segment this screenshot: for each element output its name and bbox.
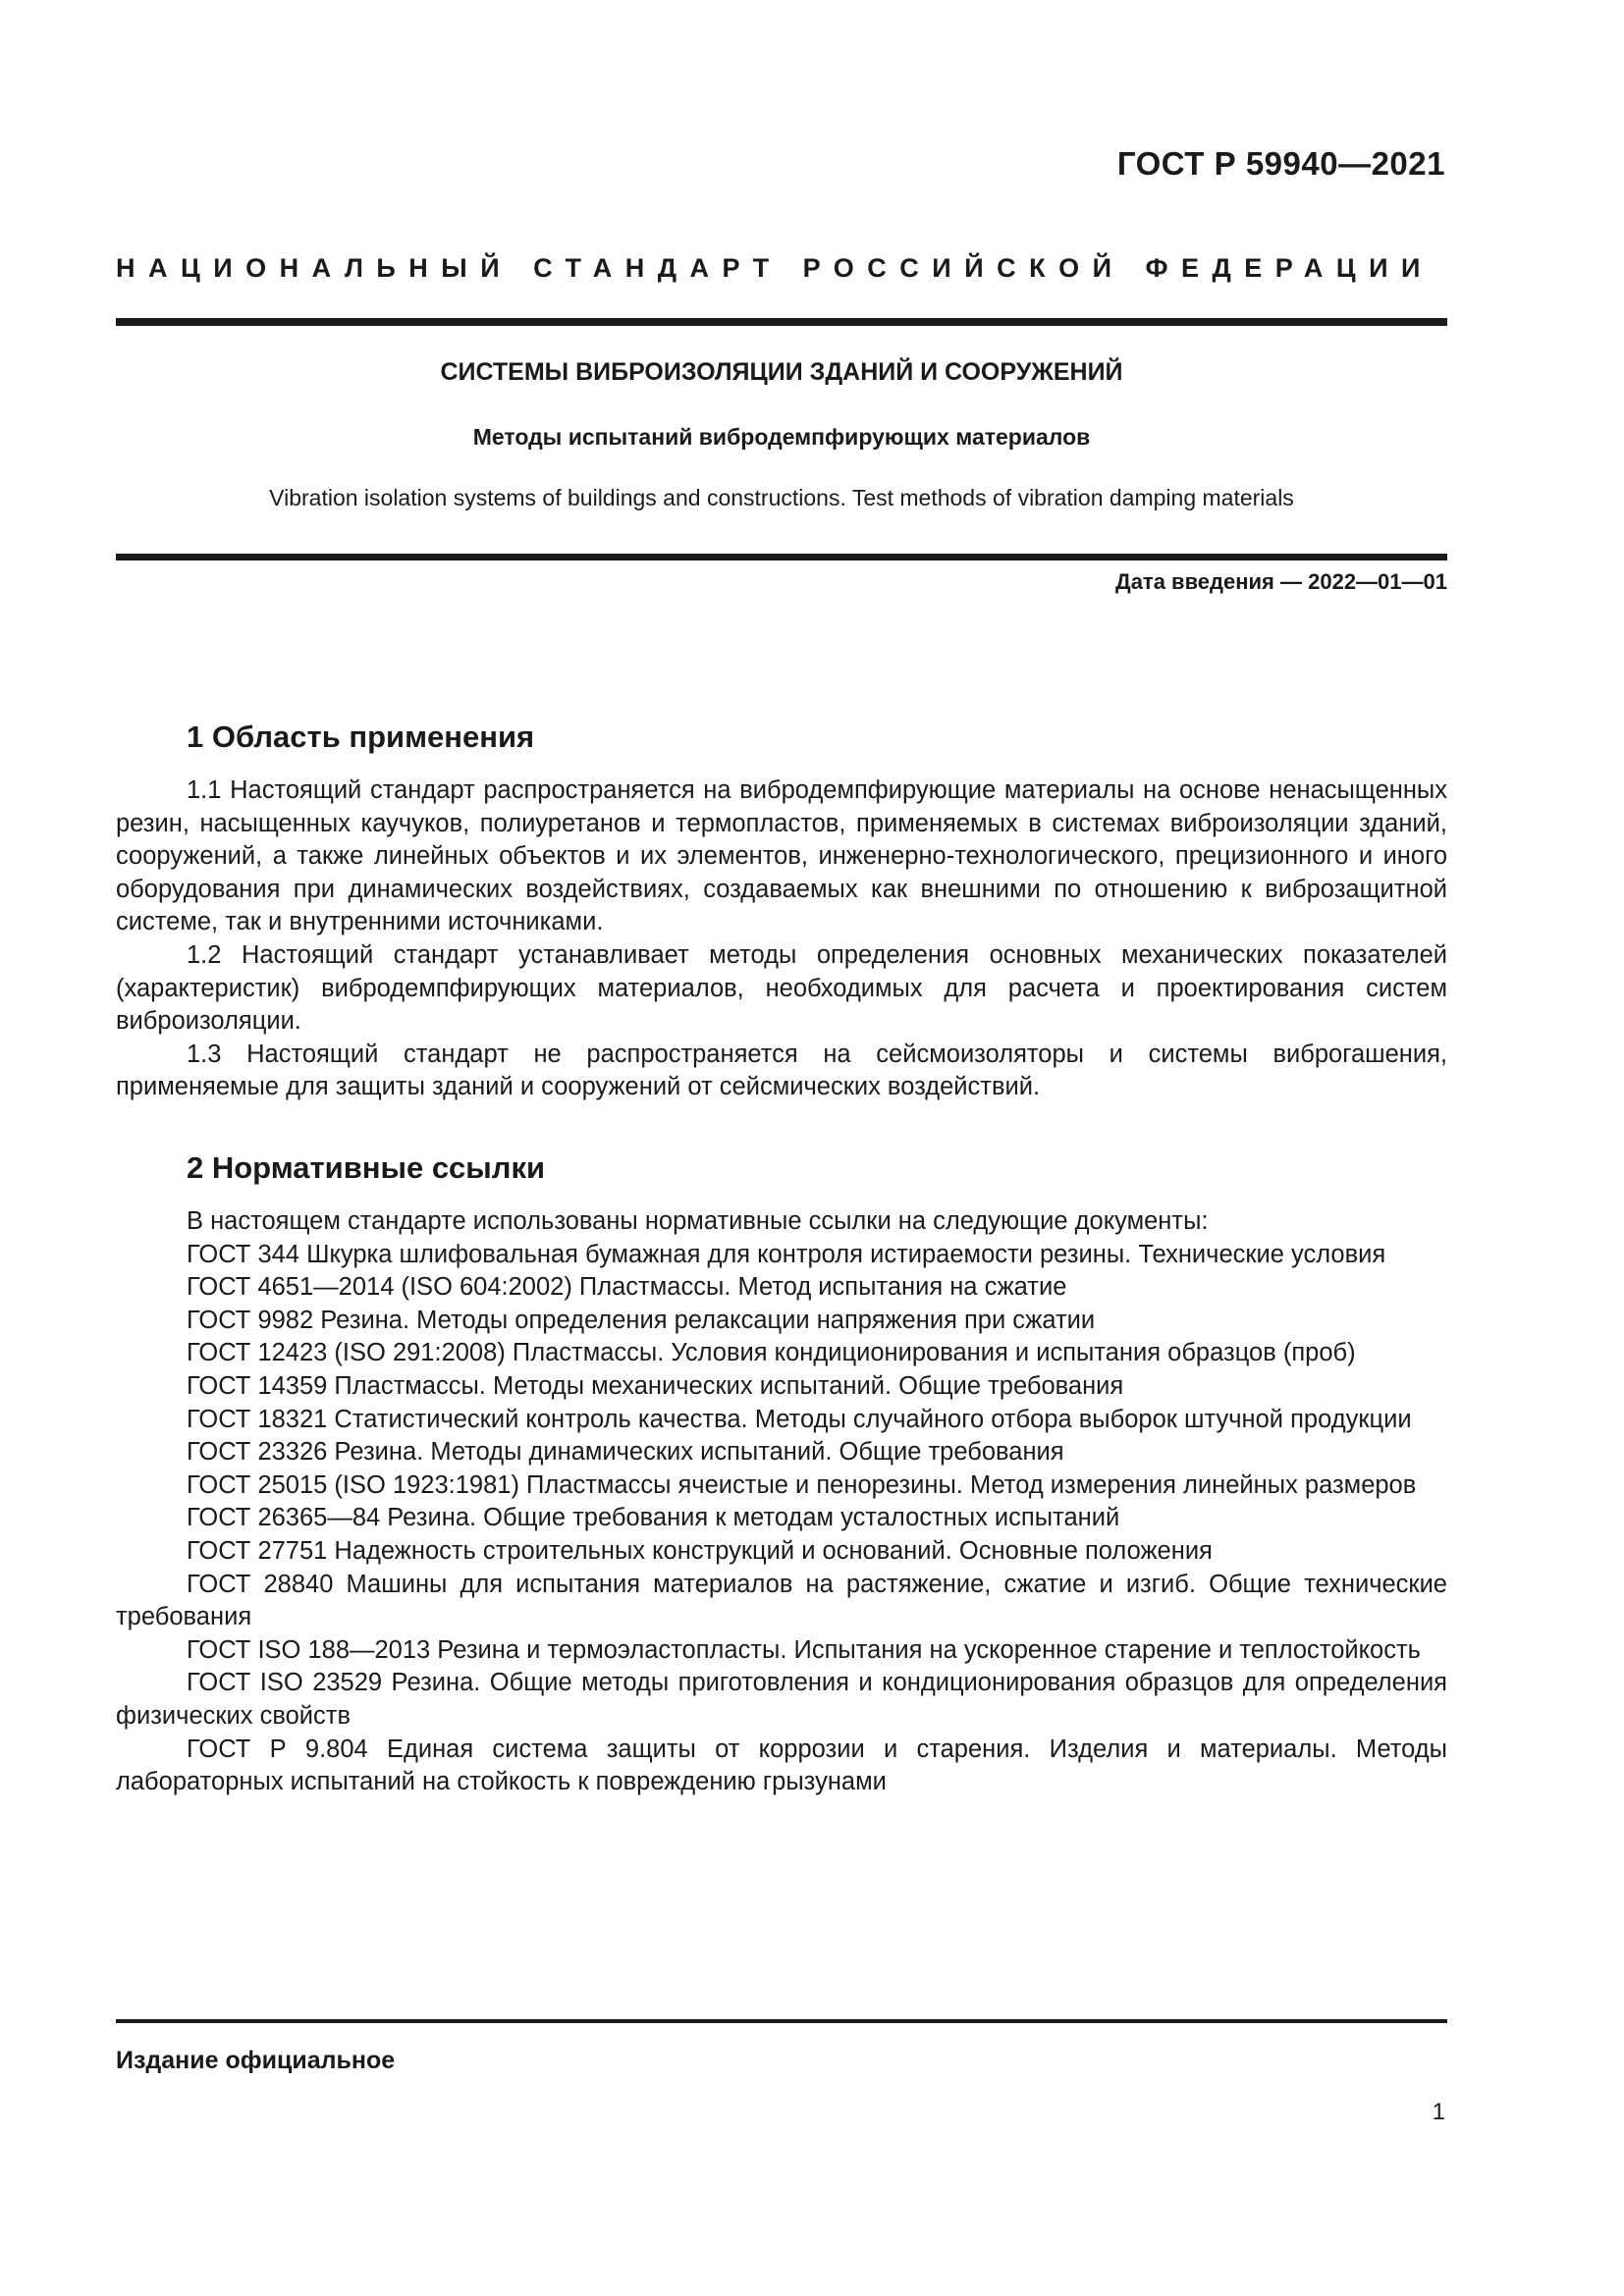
- paragraph: 1.1 Настоящий стандарт распространяется на вибродемпфирующие материалы на основе ненасыщенных резин, насыщенных каучуков, полиуретанов и термопластов, применяемых в системах виброизоляции зданий, сооружений, а также линейных объектов и их элементов, инженерно-технологического, прецизионного и иного оборудования при динамических воздействиях, создаваемых как внешними по отношению к виброзащитной системе, так и внутренними источниками.: [116, 776, 1447, 936]
- reference-item: ГОСТ 14359 Пластмассы. Методы механических испытаний. Общие требования: [187, 1371, 1124, 1400]
- reference-item: ГОСТ 23326 Резина. Методы динамических испытаний. Общие требования: [187, 1438, 1064, 1467]
- reference-item: ГОСТ 12423 (ISO 291:2008) Пластмассы. Условия кондиционирования и испытания образцов (проб): [187, 1339, 1356, 1367]
- reference-item: ГОСТ Р 9.804 Единая система защиты от коррозии и старения. Изделия и материалы. Методы лабораторных испытаний на стойкость к повреждению грызунами: [116, 1735, 1447, 1796]
- reference-item: ГОСТ 4651—2014 (ISO 604:2002) Пластмассы. Метод испытания на сжатие: [187, 1273, 1067, 1302]
- reference-item: ГОСТ ISO 188—2013 Резина и термоэластопласты. Испытания на ускоренное старение и теплостойкость: [187, 1635, 1421, 1664]
- reference-item: ГОСТ 25015 (ISO 1923:1981) Пластмассы ячеистые и пенорезины. Метод измерения линейных размеров: [187, 1470, 1417, 1499]
- reference-item: ГОСТ 18321 Статистический контроль качества. Методы случайного отбора выборок штучной продукции: [187, 1405, 1412, 1433]
- reference-item: ГОСТ 344 Шкурка шлифовальная бумажная для контроля истираемости резины. Технические условия: [187, 1240, 1386, 1268]
- paragraph: 1.3 Настоящий стандарт не распространяется на сейсмоизоляторы и системы виброгашения, применяемые для защиты зданий и сооружений от сейсмических воздействий.: [116, 1040, 1447, 1101]
- reference-item: ГОСТ 28840 Машины для испытания материалов на растяжение, сжатие и изгиб. Общие технические требования: [116, 1570, 1447, 1631]
- top-divider: [116, 318, 1447, 326]
- document-number: ГОСТ Р 59940—2021: [1116, 145, 1445, 182]
- national-standard-header: НАЦИОНАЛЬНЫЙ СТАНДАРТ РОССИЙСКОЙ ФЕДЕРАЦИИ: [116, 253, 1434, 283]
- section-heading: 1 Область применения: [187, 720, 535, 754]
- title-divider: [116, 554, 1447, 561]
- reference-item: ГОСТ 27751 Надежность строительных конструкций и оснований. Основные положения: [187, 1536, 1213, 1565]
- official-edition-label: Издание официальное: [116, 2047, 396, 2074]
- section-normative-references: [116, 1148, 1447, 1799]
- introduction-date: Дата введения — 2022—01—01: [1115, 569, 1447, 594]
- document-title: СИСТЕМЫ ВИБРОИЗОЛЯЦИИ ЗДАНИЙ И СООРУЖЕНИЙ: [440, 358, 1123, 386]
- section-scope: [116, 718, 1447, 1104]
- page-number: 1: [1432, 2099, 1445, 2125]
- paragraph: 1.2 Настоящий стандарт устанавливает методы определения основных механических показателей (характеристик) вибродемпфирующих материалов, необходимых для расчета и проектирования систем виброизоляции.: [116, 940, 1447, 1036]
- document-subtitle: Методы испытаний вибродемпфирующих материалов: [472, 424, 1091, 450]
- reference-item: ГОСТ ISO 23529 Резина. Общие методы приготовления и кондиционирования образцов для определения физических свойств: [116, 1669, 1447, 1730]
- reference-item: ГОСТ 26365—84 Резина. Общие требования к методам усталостных испытаний: [187, 1504, 1120, 1532]
- reference-item: ГОСТ 9982 Резина. Методы определения релаксации напряжения при сжатии: [187, 1306, 1096, 1334]
- footer-divider: [116, 2019, 1447, 2023]
- section-heading: 2 Нормативные ссылки: [187, 1150, 546, 1185]
- references-intro: В настоящем стандарте использованы нормативные ссылки на следующие документы:: [187, 1207, 1209, 1235]
- english-title: Vibration isolation systems of buildings and constructions. Test methods of vibration damping materials: [269, 485, 1294, 510]
